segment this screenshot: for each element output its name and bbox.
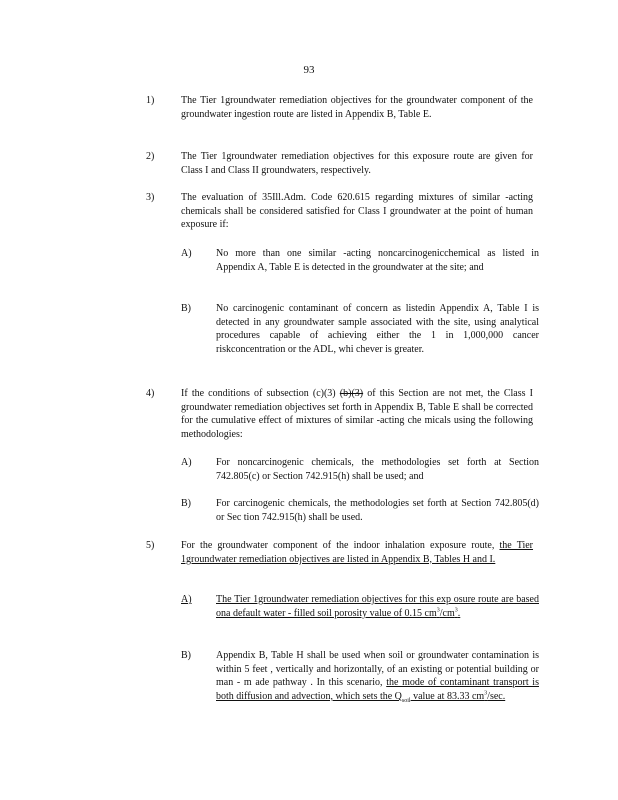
- item-text-plain: For the groundwater component of the indoor inhalation exposure route,: [181, 540, 500, 551]
- sub-item-text: No carcinogenic contaminant of concern as listedin Appendix A, Table I is detected in any groundwater sample associated with the site, using analytical procedures capable of achieving either the 1 in 1,000,000 cancer riskconcentration or the ADL, whi chever is greater.: [216, 303, 539, 355]
- sub-item-number: B): [181, 303, 191, 314]
- superscript: 3: [484, 690, 488, 697]
- sub-item-number: A): [181, 594, 192, 605]
- sub-item-text: No more than one similar -acting noncarcinogenicchemical as listed in Appendix A, Table E is detected in the groundwater at the site; and: [216, 248, 539, 273]
- item-number: 1): [146, 95, 155, 106]
- item-number: 4): [146, 388, 155, 399]
- item-text: [181, 387, 533, 441]
- item-text-before: If the conditions of subsection (c)(3): [181, 388, 340, 399]
- item-number: 2): [146, 151, 155, 162]
- sub-item-text: [216, 649, 539, 703]
- sub-item-number: A): [181, 248, 192, 259]
- item-text: The Tier 1groundwater remediation objectives for the groundwater component of the groundwater ingestion route are listed in Appendix B, Table E.: [181, 95, 533, 120]
- underlined-text-c: /sec.: [487, 690, 506, 702]
- superscript: 3: [454, 607, 458, 614]
- sentence-end: .: [457, 607, 461, 619]
- sub-item-number: B): [181, 498, 191, 509]
- sub-item-text-main: The Tier 1groundwater remediation objectives for this exp osure route are based ona default water - filled soil porosity value of 0.15 cm: [216, 594, 539, 619]
- item-text: The evaluation of 35Ill.Adm. Code 620.615 regarding mixtures of similar -acting chemicals shall be considered satisfied for Class I groundwater at the point of human exposure if:: [181, 192, 533, 231]
- item-text: [181, 539, 533, 566]
- sub-item-text-plain: Appendix B, Table H shall be used when soil or groundwater contamination is within 5 feet , vertically and horizontally, of an existing or potential building or man - m ade pathway . In this scenario,: [216, 650, 539, 689]
- subscript: soil: [401, 697, 411, 704]
- unit-slash: /cm: [439, 607, 455, 619]
- page-number: 93: [303, 64, 315, 76]
- sub-item-number: A): [181, 457, 192, 468]
- superscript: 3: [436, 607, 440, 614]
- sub-item-number: B): [181, 650, 191, 661]
- underlined-text: the Tier 1groundwater remediation objectives are listed in Appendix B, Tables H and I.: [181, 540, 534, 565]
- item-number: 5): [146, 540, 155, 551]
- sub-item-text: For noncarcinogenic chemicals, the methodologies set forth at Section 742.805(c) or Section 742.915(h) shall be used; and: [216, 457, 539, 482]
- item-text: The Tier 1groundwater remediation objectives for this exposure route are given for Class I and Class II groundwaters, respectively.: [181, 151, 533, 176]
- item-text-after: of this Section are not met, the Class I groundwater remediation objectives set forth in Appendix B, Table E shall be corrected for the cumulative effect of mixtures of similar -acting che micals using the following methodologies:: [181, 388, 533, 440]
- sub-item-text: [216, 593, 539, 620]
- item-number: 3): [146, 192, 155, 203]
- struck-text: (b)(3): [339, 388, 364, 399]
- sub-item-text: For carcinogenic chemicals, the methodologies set forth at Section 742.805(d) or Sec tion 742.915(h) shall be used.: [216, 498, 539, 523]
- underlined-text-b: value at 83.33 cm: [410, 690, 485, 702]
- underlined-text-a: the mode of contaminant transport is both diffusion and advection, which sets the Q: [216, 677, 539, 702]
